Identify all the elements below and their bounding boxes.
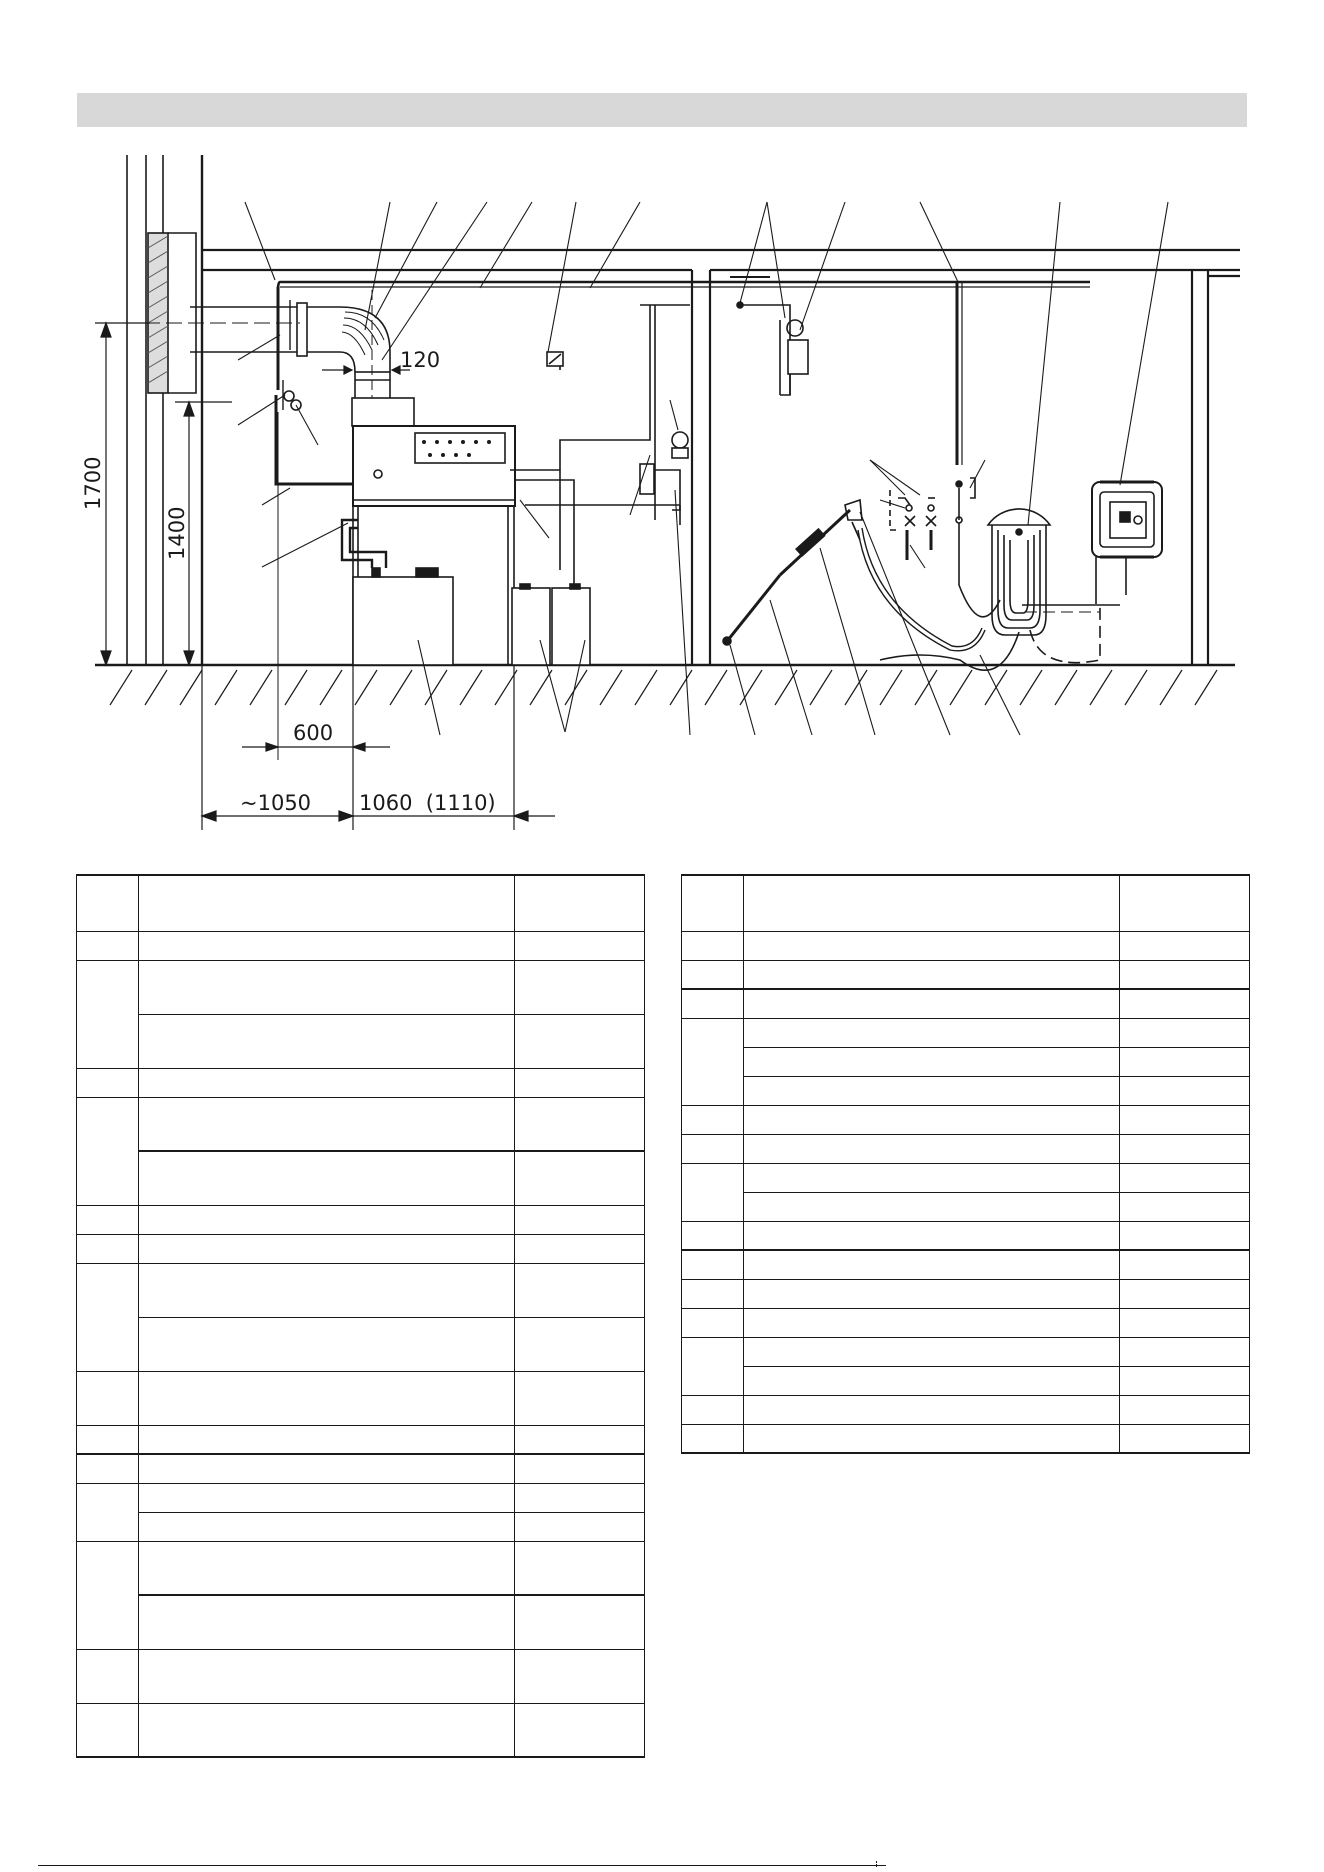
table-cell-1 [77, 1483, 139, 1541]
table-row [682, 1105, 1250, 1134]
table-cell-2 [744, 1192, 1120, 1221]
table-cell-3 [515, 1317, 645, 1371]
table-cell-3 [515, 875, 645, 931]
table-cell-1 [77, 1703, 139, 1757]
table-cell-1 [682, 960, 744, 989]
table-cell-3 [1120, 1047, 1250, 1076]
table-row [77, 1425, 645, 1454]
table-header-row [77, 875, 645, 931]
table-cell-2 [139, 1649, 515, 1703]
table-row [682, 1366, 1250, 1395]
table-cell-3 [1120, 1134, 1250, 1163]
dim-1400-label: 1400 [165, 506, 189, 560]
table-cell-1 [682, 875, 744, 931]
table-cell-3 [515, 1541, 645, 1595]
spray-gun-lance [723, 500, 985, 651]
table-row [682, 1163, 1250, 1192]
table-row [77, 1483, 645, 1512]
table-cell-3 [515, 1371, 645, 1425]
table-cell-2 [139, 1541, 515, 1595]
table-cell-3 [1120, 1018, 1250, 1047]
table-row [77, 960, 645, 1014]
table-row [682, 1076, 1250, 1105]
table-row [682, 931, 1250, 960]
table-cell-3 [1120, 989, 1250, 1018]
table-row [77, 1263, 645, 1317]
right-room-equipment [737, 282, 1162, 670]
table-row [682, 1047, 1250, 1076]
table-cell-2 [139, 1014, 515, 1068]
table-row [77, 1014, 645, 1068]
table-cell-1 [682, 1424, 744, 1453]
table-cell-3 [1120, 1337, 1250, 1366]
table-cell-2 [139, 1371, 515, 1425]
table-row [77, 1151, 645, 1205]
table-cell-3 [515, 1263, 645, 1317]
table-row [77, 1512, 645, 1541]
table-cell-3 [515, 1234, 645, 1263]
table-cell-1 [77, 1649, 139, 1703]
table-row [77, 1068, 645, 1097]
table-cell-2 [139, 1454, 515, 1483]
table-row [682, 1134, 1250, 1163]
table-row [682, 960, 1250, 989]
table-cell-2 [139, 1097, 515, 1151]
table-row [682, 1279, 1250, 1308]
table-row [682, 1221, 1250, 1250]
table-cell-1 [77, 1263, 139, 1371]
table-cell-2 [744, 1105, 1120, 1134]
table-cell-2 [139, 1512, 515, 1541]
table-cell-1 [682, 1105, 744, 1134]
table-row [682, 1337, 1250, 1366]
dim-1060-label: 1060 (1110) [359, 791, 496, 815]
table-cell-1 [682, 931, 744, 960]
table-cell-1 [77, 1541, 139, 1649]
table-cell-1 [77, 1425, 139, 1454]
dim-1050-label: ~1050 [240, 791, 312, 815]
table-cell-2 [744, 1279, 1120, 1308]
table-cell-3 [515, 1205, 645, 1234]
table-cell-3 [515, 1097, 645, 1151]
table-row [77, 1703, 645, 1757]
table-cell-2 [139, 1483, 515, 1512]
table-cell-2 [744, 989, 1120, 1018]
table-cell-3 [1120, 1424, 1250, 1453]
table-cell-1 [682, 989, 744, 1018]
table-row [682, 1250, 1250, 1279]
dim-1700-label: 1700 [81, 456, 105, 510]
table-cell-3 [515, 1151, 645, 1205]
table-header-row [682, 875, 1250, 931]
main-unit [342, 398, 590, 665]
table-row [682, 1018, 1250, 1047]
table-row [77, 1541, 645, 1595]
table-cell-2 [139, 931, 515, 960]
table-row [682, 1395, 1250, 1424]
table-cell-3 [1120, 1279, 1250, 1308]
table-cell-3 [1120, 931, 1250, 960]
footer-tick [876, 1861, 877, 1867]
table-cell-1 [77, 1068, 139, 1097]
table-cell-2 [744, 1076, 1120, 1105]
table-cell-1 [682, 1163, 744, 1221]
table-cell-1 [77, 875, 139, 931]
table-cell-3 [515, 1483, 645, 1512]
table-cell-3 [1120, 1395, 1250, 1424]
footer-rule [38, 1865, 886, 1866]
table-row [682, 1424, 1250, 1453]
table-cell-1 [77, 1234, 139, 1263]
table-cell-3 [515, 960, 645, 1014]
table-cell-2 [744, 1250, 1120, 1279]
table-cell-3 [515, 1014, 645, 1068]
table-row [77, 1595, 645, 1649]
table-cell-3 [515, 1425, 645, 1454]
table-cell-1 [77, 1454, 139, 1483]
table-cell-2 [744, 1424, 1120, 1453]
table-cell-3 [515, 1703, 645, 1757]
table-cell-3 [1120, 875, 1250, 931]
table-cell-1 [682, 1395, 744, 1424]
table-cell-2 [744, 931, 1120, 960]
table-cell-1 [77, 1205, 139, 1234]
table-cell-3 [515, 931, 645, 960]
table-cell-1 [77, 1371, 139, 1425]
table-cell-2 [744, 875, 1120, 931]
table-row [77, 1649, 645, 1703]
table-row [77, 1317, 645, 1371]
table-cell-2 [139, 1151, 515, 1205]
table-cell-2 [139, 1234, 515, 1263]
table-cell-3 [515, 1595, 645, 1649]
table-cell-1 [682, 1221, 744, 1250]
table-cell-3 [515, 1068, 645, 1097]
table-row [682, 1308, 1250, 1337]
dim-600-label: 600 [293, 721, 334, 745]
table-cell-2 [139, 1263, 515, 1317]
table-cell-1 [682, 1018, 744, 1105]
table-cell-3 [1120, 1366, 1250, 1395]
table-cell-3 [1120, 1076, 1250, 1105]
table-cell-2 [744, 1221, 1120, 1250]
table-row [77, 1205, 645, 1234]
table-cell-3 [1120, 1250, 1250, 1279]
table-cell-2 [744, 1163, 1120, 1192]
table-cell-2 [744, 1308, 1120, 1337]
table-cell-2 [139, 1703, 515, 1757]
table-cell-2 [139, 1205, 515, 1234]
table-row [77, 1234, 645, 1263]
table-cell-2 [139, 1425, 515, 1454]
table-cell-2 [744, 960, 1120, 989]
table-cell-2 [139, 1317, 515, 1371]
table-cell-1 [682, 1134, 744, 1163]
table-cell-1 [77, 1097, 139, 1205]
table-cell-3 [515, 1454, 645, 1483]
table-cell-3 [1120, 1221, 1250, 1250]
parts-table-left [76, 874, 645, 1758]
table-cell-3 [1120, 960, 1250, 989]
table-cell-3 [1120, 1308, 1250, 1337]
table-cell-1 [77, 931, 139, 960]
table-row [77, 1454, 645, 1483]
table-row [77, 1097, 645, 1151]
table-cell-2 [744, 1134, 1120, 1163]
parts-table-right [681, 874, 1250, 1454]
flue-pipe [100, 290, 390, 420]
table-cell-2 [744, 1018, 1120, 1047]
dim-120-label: 120 [400, 348, 441, 372]
table-cell-1 [682, 1250, 744, 1279]
table-row [77, 931, 645, 960]
table-cell-3 [515, 1649, 645, 1703]
table-row [682, 1192, 1250, 1221]
table-cell-2 [139, 1595, 515, 1649]
table-cell-3 [1120, 1163, 1250, 1192]
table-row [77, 1371, 645, 1425]
table-row [682, 989, 1250, 1018]
table-cell-1 [682, 1337, 744, 1395]
table-cell-3 [1120, 1105, 1250, 1134]
table-cell-1 [682, 1308, 744, 1337]
table-cell-2 [139, 1068, 515, 1097]
table-cell-3 [1120, 1192, 1250, 1221]
table-cell-2 [744, 1366, 1120, 1395]
table-cell-2 [139, 960, 515, 1014]
floor [95, 665, 1235, 705]
table-cell-2 [744, 1395, 1120, 1424]
table-cell-2 [744, 1047, 1120, 1076]
table-cell-1 [77, 960, 139, 1068]
installation-diagram [0, 0, 1324, 860]
table-cell-3 [515, 1512, 645, 1541]
table-cell-2 [139, 875, 515, 931]
table-cell-1 [682, 1279, 744, 1308]
table-cell-2 [744, 1337, 1120, 1366]
